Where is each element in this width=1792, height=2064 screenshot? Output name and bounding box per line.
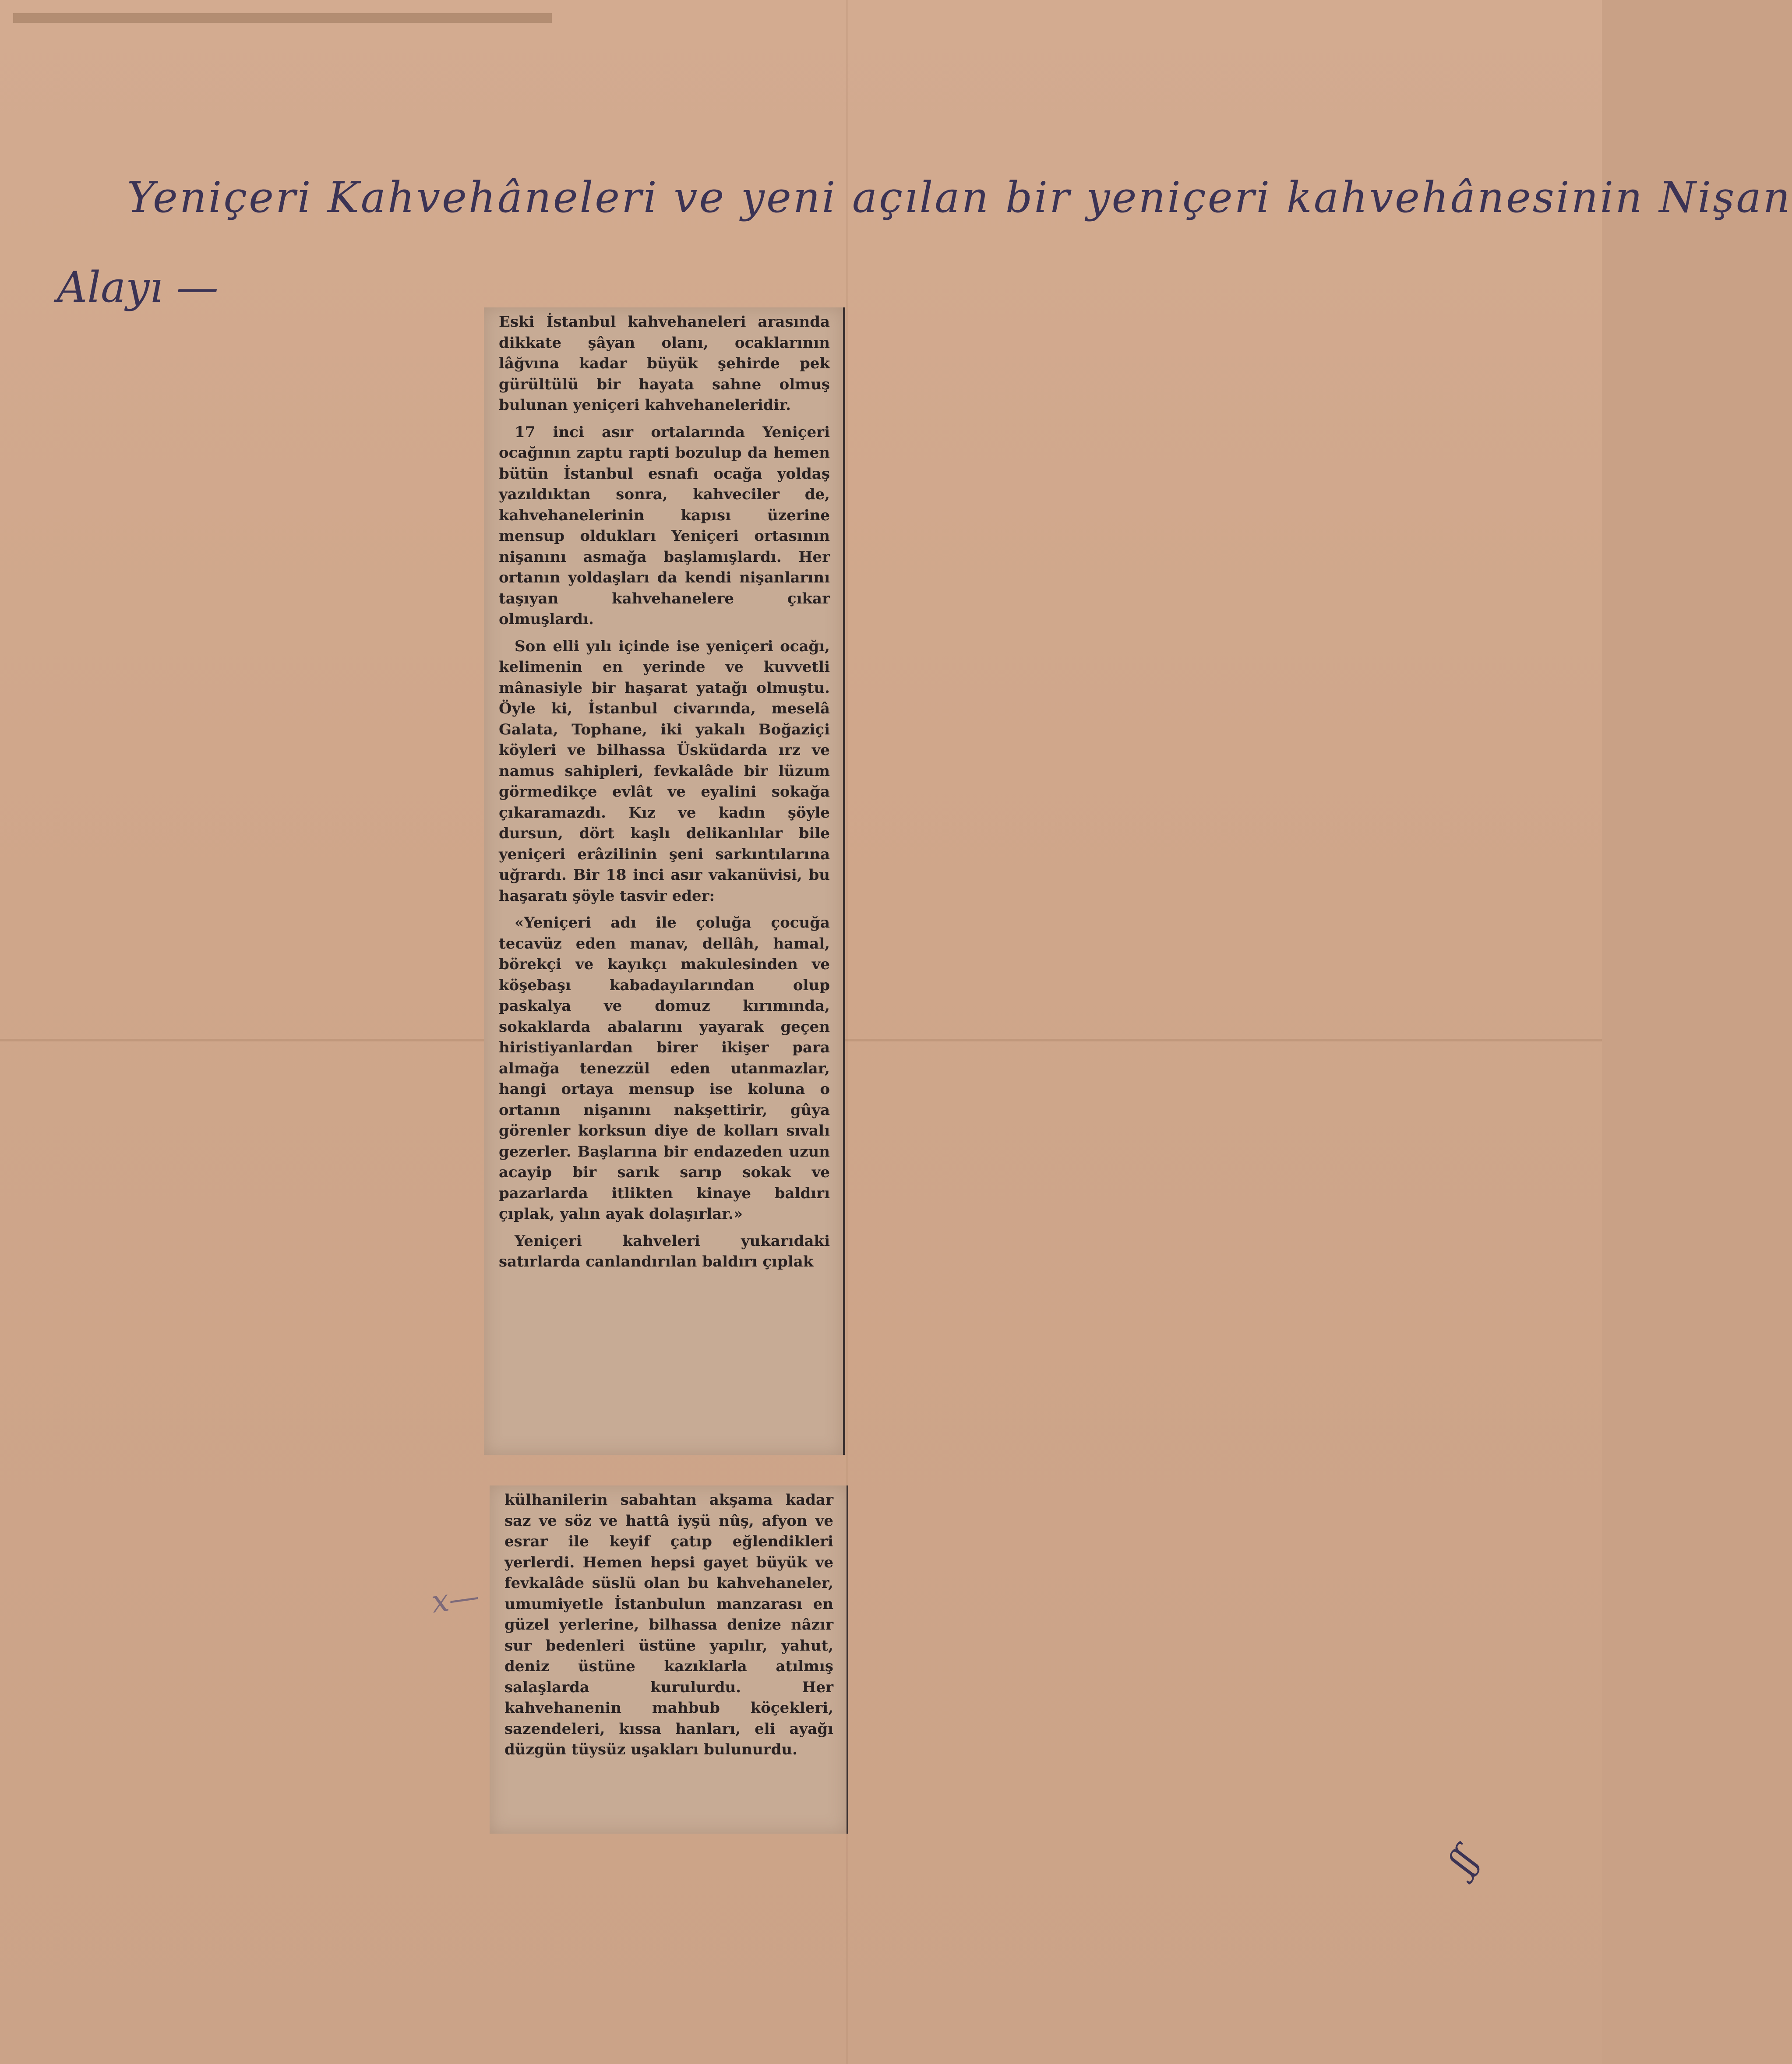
clipping-paragraph: «Yeniçeri adı ile çoluğa çocuğa tecavüz eden manav, dellâh, hamal, börekçi ve kayıkçı makulesinden ve köşebaşı kabadayılarından olup paskalya ve domuz kırımında, sokaklarda abalarını yayarak geçen hiristiyanlardan birer ikişer para almağa tenezzül eden utanmazlar, hangi ortaya mensup ise koluna o ortanın nişanını nakşettirir, gûya görenler korksun diye de kolları sıvalı gezerler. Başlarına bir endazeden uzun acayip bir sarık sarıp sokak ve pazarlarda itlikten kinaye baldırı çıplak, yalın ayak dolaşırlar.» — [499, 914, 830, 1223]
handwritten-title-line-2: Alayı — — [57, 263, 219, 312]
margin-mark: x— — [429, 1577, 482, 1620]
handwritten-signature: ʃʃ — [1441, 1841, 1485, 1881]
handwritten-title-line-1: Yeniçeri Kahvehâneleri ve yeni açılan bir yeniçeri kahvehânesinin Nişan — [127, 173, 1792, 222]
newspaper-clipping-1 — [484, 307, 845, 1455]
torn-top-edge — [13, 13, 552, 23]
clipping-paragraph: Eski İstanbul kahvehaneleri arasında dikkate şâyan olanı, ocaklarının lâğvına kadar büyük şehirde pek gürültülü bir hayata sahne olmuş bulunan yeniçeri kahvehaneleridir. — [499, 313, 830, 414]
newspaper-clipping-2 — [490, 1485, 848, 1834]
clipping-paragraph: Yeniçeri kahveleri yukarıdaki satırlarda canlandırılan baldırı çıplak — [499, 1232, 830, 1270]
clipping-2-text — [504, 1490, 833, 1767]
clipping-paragraph: Son elli yılı içinde ise yeniçeri ocağı, kelimenin en yerinde ve kuvvetli mânasiyle bir haşarat yatağı olmuştu. Öyle ki, İstanbul civarında, meselâ Galata, Tophane, iki yakalı Boğaziçi köyleri ve bilhassa Üsküdarda ırz ve namus sahipleri, fevkalâde bir lüzum görmedikçe evlât ve eyalini sokağa çıkaramazdı. Kız ve kadın şöyle dursun, dört kaşlı delikanlılar bile yeniçeri erâzilinin şeni sarkıntılarına uğrardı. Bir 18 inci asır vakanüvisi, bu haşaratı şöyle tasvir eder: — [499, 637, 830, 905]
clipping-paragraph: 17 inci asır ortalarında Yeniçeri ocağının zaptu rapti bozulup da hemen bütün İstanbul esnafı ocağa yoldaş yazıldıktan sonra, kahveciler de, kahvehanelerinin kapısı üzerine mensup oldukları Yeniçeri ortasının nişanını asmağa başlamışlardı. Her ortanın yoldaşları da kendi nişanlarını taşıyan kahvehanelere çıkar olmuşlardı. — [499, 423, 830, 628]
clipping-1-text — [499, 312, 830, 1279]
clipping-paragraph: külhanilerin sabahtan akşama kadar saz ve söz ve hattâ iyşü nûş, afyon ve esrar ile keyif çatıp eğlendikleri yerlerdi. Hemen hepsi gayet büyük ve fevkalâde süslü olan bu kahvehaneler, umumiyetle İstanbulun manzarası en güzel yerlerine, bilhassa denize nâzır sur bedenleri üstüne yapılır, yahut, deniz üstüne kazıklarla atılmış salaşlarda kurulurdu. Her kahvehanenin mahbub köçekleri, sazendeleri, kıssa hanları, eli ayağı düzgün tüysüz uşakları bulunurdu. — [504, 1491, 833, 1758]
